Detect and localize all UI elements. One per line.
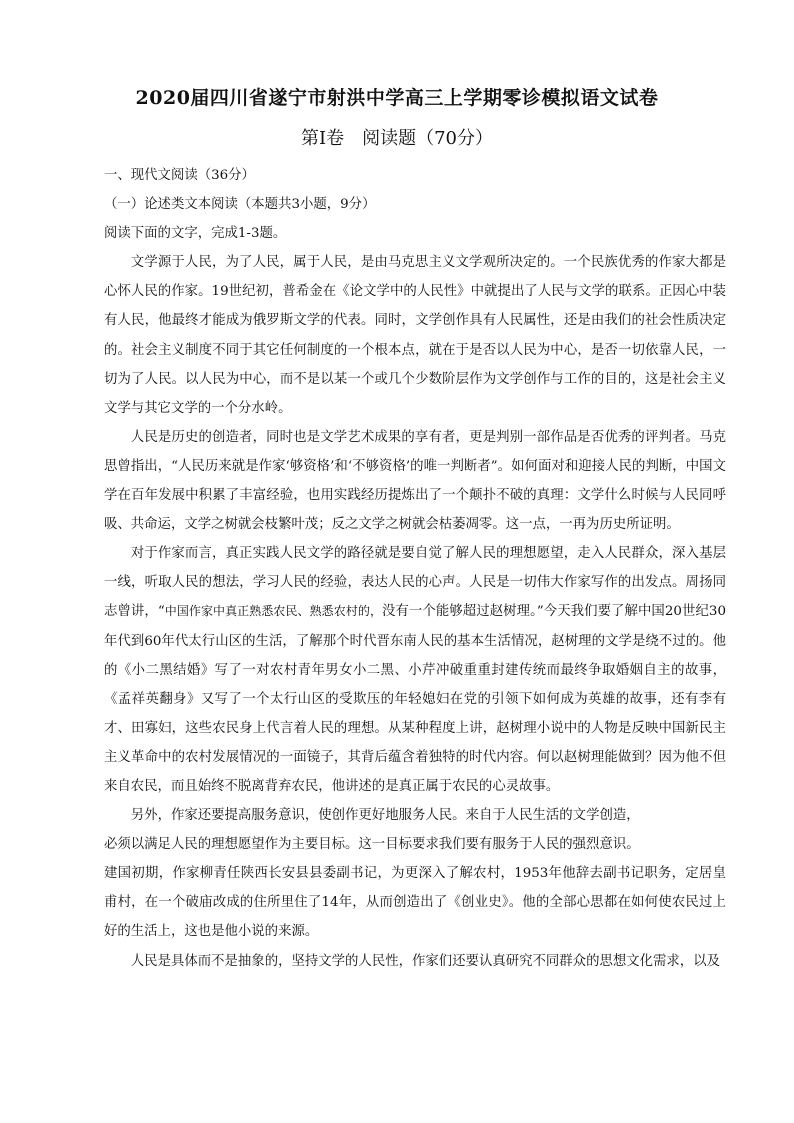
instruction-text: 阅读下面的文字，完成1-3题。 (104, 226, 287, 242)
paragraph-4-line-3: 建国初期，作家柳青任陕西长安县县委副书记，为更深入了解农村，1953年他辞去副书记职务，定居皇甫村，在一个破庙改成的住所里住了14年，从而创造出了《创业史》。他的全部心思都在如何使农民过上好的生活上，这也是他小说的来源。 (104, 866, 726, 940)
paragraph-3-quote: 中国作家中真正熟悉农民、熟悉农村的， (164, 604, 383, 619)
paragraph-4-line-1: 另外，作家还要提高服务意识，使创作更好地服务人民。来自于人民生活的文学创造， (130, 808, 640, 824)
part-heading: 一、现代文阅读（36分） (104, 168, 255, 183)
passage-body (104, 161, 726, 976)
section-subtitle: 第Ⅰ卷 阅读题（70分） (300, 128, 493, 149)
paragraph-1: 文学源于人民，为了人民，属于人民，是由马克思主义文学观所决定的。一个民族优秀的作家大都是心怀人民的作家。19世纪初，普希金在《论文学中的人民性》中就提出了人民与文学的联系。正因心中装有人民，他最终才能成为俄罗斯文学的代表。同时，文学创作具有人民属性，还是由我们的社会性质决定的。社会主义制度不同于其它任何制度的一个根本点，就在于是否以人民为中心，是否一切依靠人民，一切为了人民。以人民为中心，而不是以某一个或几个少数阶层作为文学创作与工作的目的，这是社会主义文学与其它文学的一个分水岭。 (104, 255, 726, 416)
paragraph-2: 人民是历史的创造者，同时也是文学艺术成果的享有者，更是判别一部作品是否优秀的评判者。马克思曾指出，“人民历来就是作家‘够资格’和‘不够资格’的唯一判断者”。如何面对和迎接人民的判断，中国文学在百年发展中积累了丰富经验，也用实践经历提炼出了一个颠扑不破的真理：文学什么时候与人民同呼吸、共命运，文学之树就会枝繁叶茂；反之文学之树就会枯萎凋零。这一点，一再为历史所证明。 (104, 429, 726, 533)
subpart-heading: （一）论述类文本阅读（本题共3小题，9分） (104, 197, 376, 213)
paragraph-3 (104, 539, 726, 801)
page-title: 2020届四川省遂宁市射洪中学高三上学期零诊模拟语文试卷 (135, 87, 659, 109)
paragraph-5: 人民是具体而不是抽象的，坚持文学的人民性，作家们还要认真研究不同群众的思想文化需求，以及 (130, 953, 720, 969)
paragraph-4-line-2: 必须以满足人民的理想愿望作为主要目标。这一目标要求我们要有服务于人民的强烈意识。 (104, 837, 640, 853)
paragraph-3-part-b: 没有一个能够超过赵树理。”今天我们要了解中国20世纪30年代到60年代太行山区的生活，了解那个时代晋东南人民的基本生活情况，赵树理的文学是绕不过的。他的《小二黑结婚》写了一对农村青年男女小二黑、小芹冲破重重封建传统而最终争取婚姻自主的故事，《孟祥英翻身》又写了一个太行山区的受欺压的年轻媳妇在党的引领下如何成为英雄的故事，还有李有才、田寡妇，这些农民身上代言着人民的理想。从某种程度上讲，赵树理小说中的人物是反映中国新民主主义革命中的农村发展情况的一面镜子，其背后蕴含着独特的时代内容。何以赵树理能做到？因为他不但来自农民，而且始终不脱离背弃农民，他讲述的是真正属于农民的心灵故事。 (104, 604, 726, 794)
paragraph-3-part-a: 对于作家而言，真正实践人民文学的路径就是要自觉了解人民的理想愿望，走入人民群众，深入基层一线，听取人民的想法，学习人民的经验，表达人民的心声。人民是一切伟大作家写作的出发点。周扬同志曾讲，“ (104, 546, 726, 620)
